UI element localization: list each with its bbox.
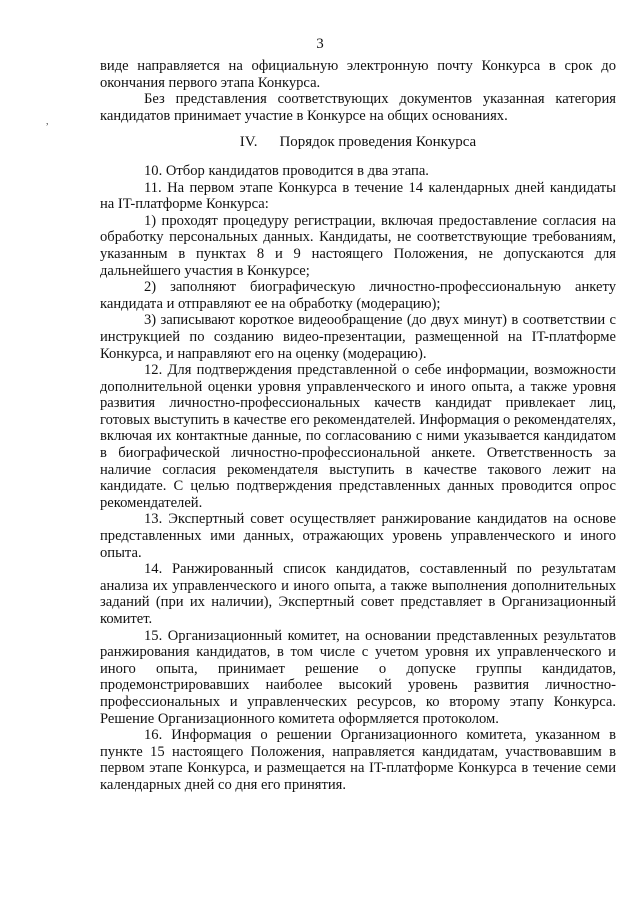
section-heading [100, 134, 616, 151]
page-number: 3 [316, 36, 324, 52]
paragraph-12: 12. Для подтверждения представленной о себе информации, возможности дополнительной оценки уровня управленческого и иного опыта, а также уровня развития личностно-профессиональных качеств кандидат привлекает лиц, готовых выступить в качестве его рекомендателей. Информация о рекомендателях, включая их контактные данные, по согласованию с ними указывается кандидатом в биографической личностно-профессиональной анкете. Ответственность за наличие согласия рекомендателя выступить в качестве такового лежит на кандидате. С целью подтверждения представленных данных проводится опрос рекомендателей. [100, 362, 616, 511]
paragraph-10: 10. Отбор кандидатов проводится в два этапа. [144, 162, 429, 179]
paragraph-14: 14. Ранжированный список кандидатов, составленный по результатам анализа их управленческого и иного опыта, а также выполнения дополнительных заданий (при их наличии), Экспертный совет представляет в Организационный комитет. [100, 561, 616, 627]
intro-paragraph-1: виде направляется на официальную электронную почту Конкурса в срок до окончания первого этапа Конкурса. [100, 58, 616, 91]
paragraph-15: 15. Организационный комитет, на основании представленных результатов ранжирования кандидатов, в том числе с учетом уровня их управленческого и иного опыта, принимает решение о допуске группы кандидатов, продемонстрировавших наиболее высокий уровень развития личностно-профессиональных и управленческих ресурсов, ко второму этапу Конкурса. Решение Организационного комитета оформляется протоколом. [100, 627, 616, 727]
section-title: Порядок проведения Конкурса [279, 134, 477, 151]
margin-mark: , [46, 116, 49, 127]
paragraph-16: 16. Информация о решении Организационного комитета, указанном в пункте 15 настоящего Положения, направляется кандидатам, участвовавшим в первом этапе Конкурса, и размещается на IT-платформе Конкурса в течение семи календарных дней со дня его принятия. [100, 727, 616, 793]
paragraph-11-item-1: 1) проходят процедуру регистрации, включая предоставление согласия на обработку персональных данных. Кандидаты, не соответствующие требованиям, указанным в пунктах 8 и 9 настоящего Положения, не допускаются для дальнейшего участия в Конкурсе; [100, 212, 616, 279]
paragraph-11-item-2: 2) заполняют биографическую личностно-профессиональную анкету кандидата и отправляют ее на обработку (модерацию); [100, 279, 616, 312]
section-number: IV. [239, 134, 258, 151]
paragraph-13: 13. Экспертный совет осуществляет ранжирование кандидатов на основе представленных ими данных, отражающих уровень управленческого и иного опыта. [100, 511, 616, 561]
paragraph-11: 11. На первом этапе Конкурса в течение 14 календарных дней кандидаты на IT-платформе Конкурса: [100, 179, 616, 213]
paragraph-11-item-3: 3) записывают короткое видеообращение (до двух минут) в соответствии с инструкцией по созданию видео-презентации, размещенной на IT-платформе Конкурса, и направляют его на оценку (модерацию). [100, 312, 616, 362]
intro-paragraph-2: Без представления соответствующих документов указанная категория кандидатов принимает участие в Конкурсе на общих основаниях. [100, 91, 616, 124]
document-body [100, 58, 616, 794]
